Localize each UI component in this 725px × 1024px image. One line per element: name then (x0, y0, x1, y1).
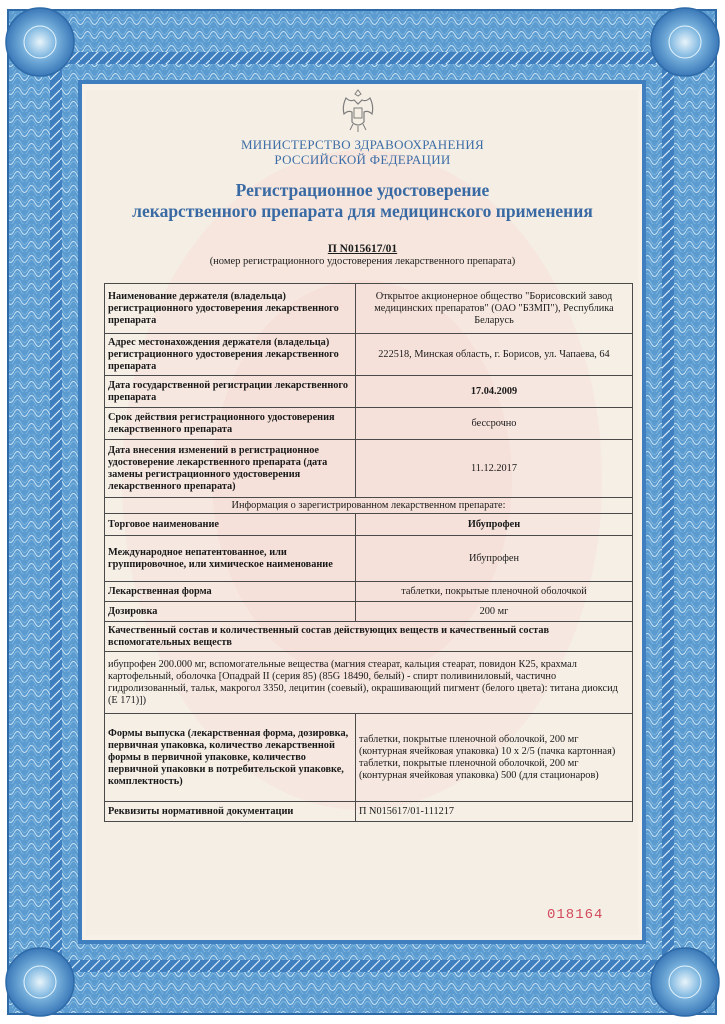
release-label: Формы выпуска (лекарственная форма, дозировка, первичная упаковка, количество лекарственной формы в первичной упаковке, количество первичной упаковки в потребительской упаковке, комплектность) (105, 714, 356, 802)
table-row (105, 284, 633, 334)
holder-value: Открытое акционерное общество "Борисовский завод медицинских препаратов" (ОАО "БЗМП"), Республика Беларусь (356, 284, 633, 334)
composition-value: ибупрофен 200.000 мг, вспомогательные вещества (магния стеарат, кальция стеарат, повидон К25, крахмал картофельный, оболочка [Опадрай II (серия 85) (85G 18490, белый) - спирт поливиниловый, частично гидролизованный, тальк, макрогол 3350, лецитин (соевый), окрашивающий пигмент (белого цвета): титана диоксид (Е 171)]) (105, 652, 633, 714)
table-row (105, 622, 633, 652)
validity-value: бессрочно (356, 408, 633, 440)
table-row (105, 498, 633, 514)
reg-date-value: 17.04.2009 (356, 376, 633, 408)
table-row (105, 802, 633, 822)
address-label: Адрес местонахождения держателя (владельца) регистрационного удостоверения лекарственного препарата (105, 334, 356, 376)
certificate-title-line-1: Регистрационное удостоверение (235, 180, 490, 200)
table-row (105, 440, 633, 498)
trade-name-value: Ибупрофен (356, 514, 633, 536)
table-row (105, 408, 633, 440)
change-date-value: 11.12.2017 (356, 440, 633, 498)
dosage-label: Дозировка (105, 602, 356, 622)
normative-label: Реквизиты нормативной документации (105, 802, 356, 822)
table-row (105, 714, 633, 802)
table-row (105, 582, 633, 602)
dosage-value: 200 мг (356, 602, 633, 622)
holder-label: Наименование держателя (владельца) регистрационного удостоверения лекарственного препарата (105, 284, 356, 334)
certificate-title-line-2: лекарственного препарата для медицинского применения (132, 201, 593, 221)
certificate-number-caption: (номер регистрационного удостоверения лекарственного препарата) (209, 256, 516, 267)
double-headed-eagle-emblem-icon (338, 86, 378, 134)
ministry-line-2: РОССИЙСКОЙ ФЕДЕРАЦИИ (274, 152, 451, 167)
inn-value: Ибупрофен (356, 536, 633, 582)
ministry-line-1: МИНИСТЕРСТВО ЗДРАВООХРАНЕНИЯ (240, 137, 485, 152)
trade-name-label: Торговое наименование (105, 514, 356, 536)
release-values (356, 714, 633, 802)
normative-value: П N015617/01-111217 (356, 802, 633, 822)
validity-label: Срок действия регистрационного удостоверения лекарственного препарата (105, 408, 356, 440)
address-value: 222518, Минская область, г. Борисов, ул. Чапаева, 64 (356, 334, 633, 376)
form-label: Лекарственная форма (105, 582, 356, 602)
inn-label: Международное непатентованное, или группировочное, или химическое наименование (105, 536, 356, 582)
serial-number: 018164 (547, 907, 604, 923)
table-row (105, 652, 633, 714)
form-value: таблетки, покрытые пленочной оболочкой (356, 582, 633, 602)
change-date-label: Дата внесения изменений в регистрационное удостоверение лекарственного препарата (дата замены регистрационного удостоверения лекарственного препарата) (105, 440, 356, 498)
table-row (105, 376, 633, 408)
certificate-table (104, 283, 633, 822)
release-value-2: таблетки, покрытые пленочной оболочкой, 200 мг (контурная ячейковая упаковка) 500 (для стационаров) (359, 757, 599, 781)
reg-date-label: Дата государственной регистрации лекарственного препарата (105, 376, 356, 408)
info-header: Информация о зарегистрированном лекарственном препарате: (105, 498, 633, 514)
composition-label: Качественный состав и количественный состав действующих веществ и качественный состав вспомогательных веществ (105, 622, 633, 652)
table-row (105, 536, 633, 582)
table-row (105, 334, 633, 376)
table-row (105, 514, 633, 536)
release-value-1: таблетки, покрытые пленочной оболочкой, 200 мг (контурная ячейковая упаковка) 10 x 2/5 (пачка картонная) (359, 733, 616, 757)
certificate-number: П N015617/01 (327, 243, 398, 255)
table-row (105, 602, 633, 622)
